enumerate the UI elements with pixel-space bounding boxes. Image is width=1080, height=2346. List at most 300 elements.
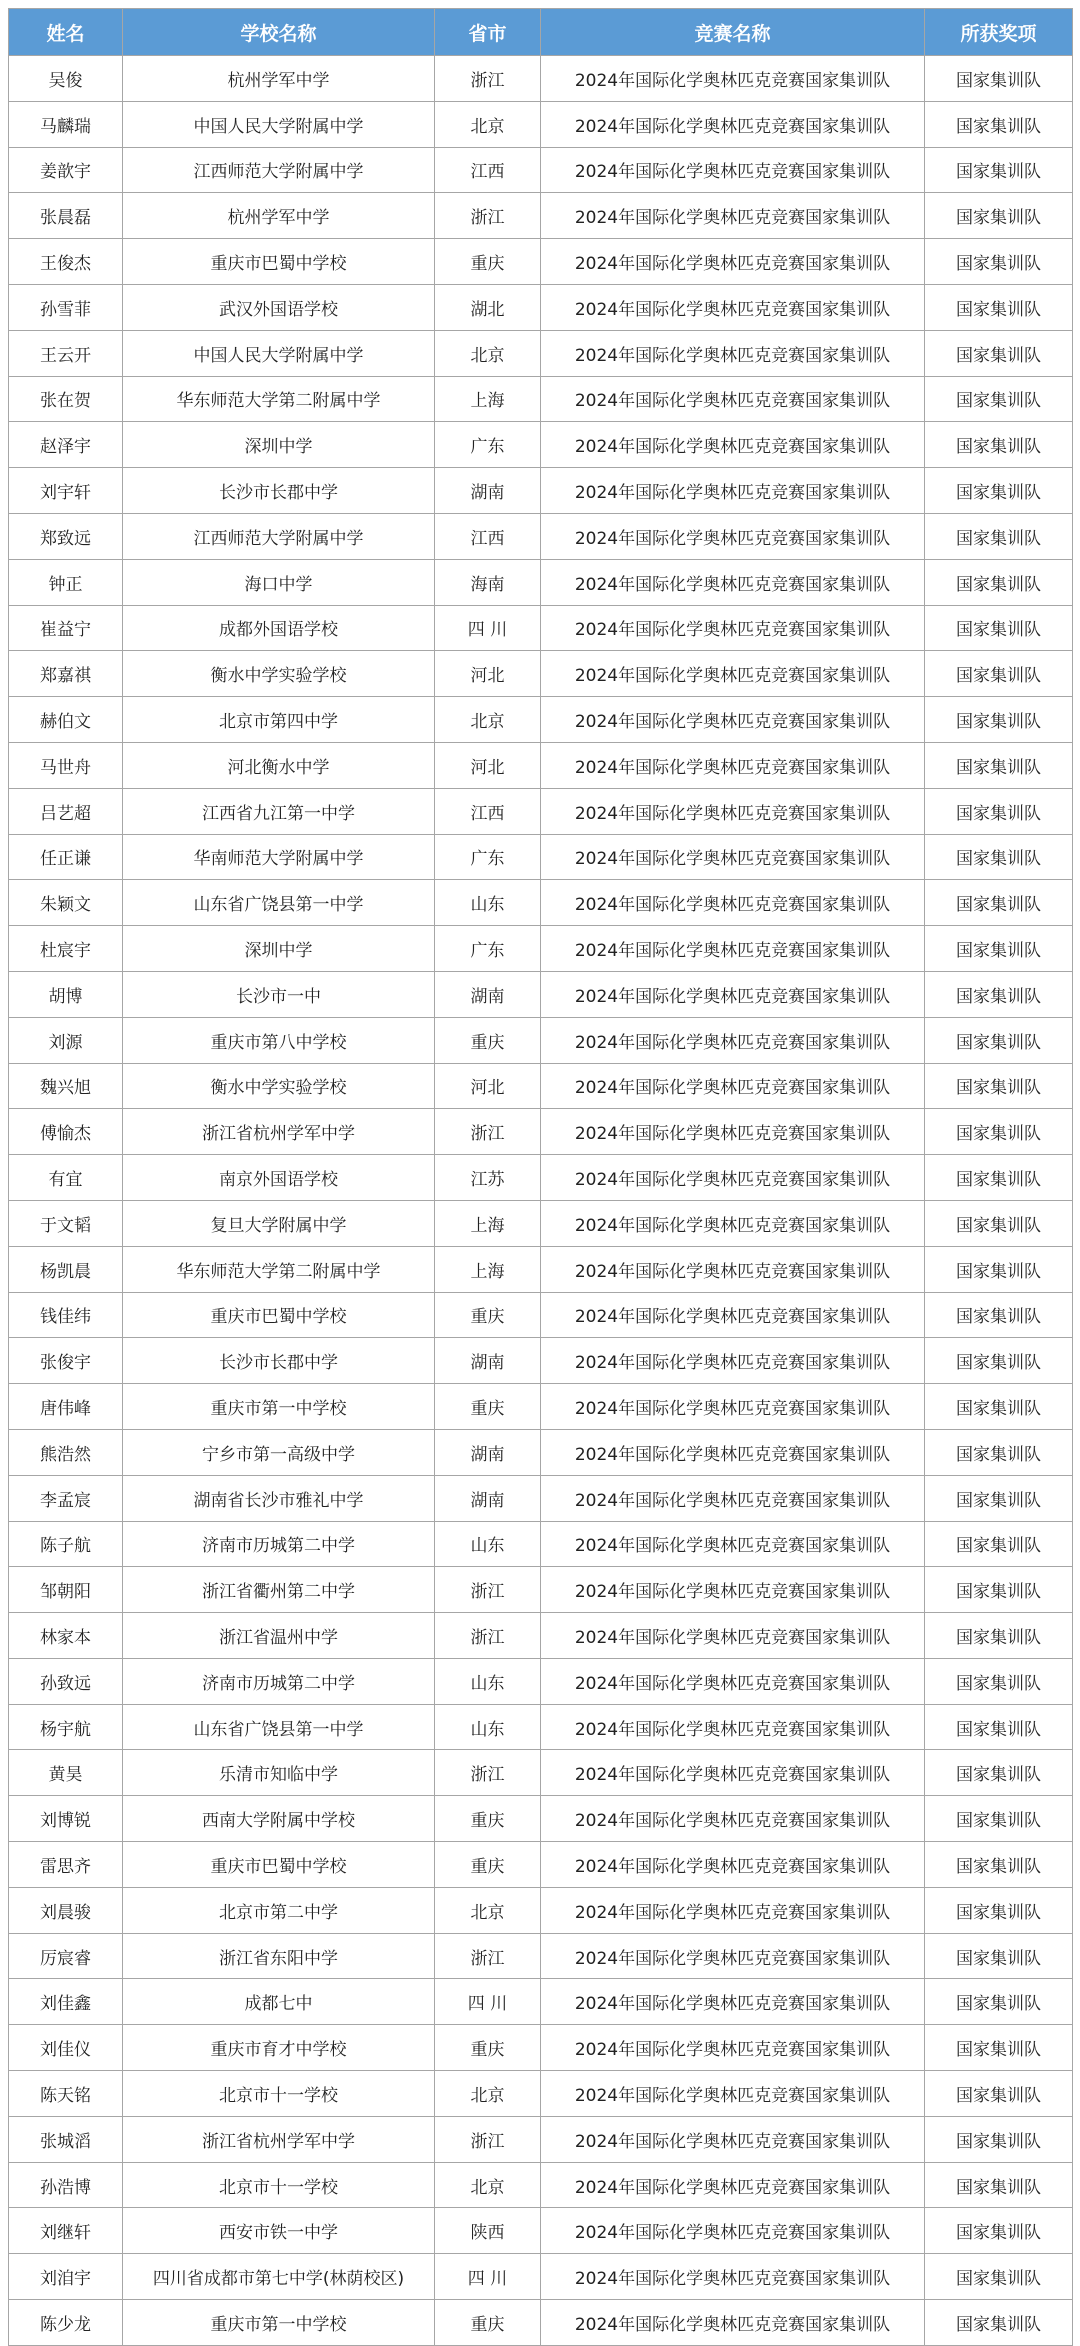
cell-school: 河北衡水中学 xyxy=(123,742,435,788)
cell-competition: 2024年国际化学奥林匹克竞赛国家集训队 xyxy=(541,834,925,880)
table-row xyxy=(9,1109,1073,1155)
cell-award: 国家集训队 xyxy=(925,1246,1073,1292)
cell-competition: 2024年国际化学奥林匹克竞赛国家集训队 xyxy=(541,651,925,697)
cell-award: 国家集训队 xyxy=(925,1979,1073,2025)
roster-sheet xyxy=(8,8,1072,2346)
cell-province: 湖南 xyxy=(435,1429,541,1475)
cell-name: 张晨磊 xyxy=(9,193,123,239)
header-row xyxy=(9,9,1073,56)
cell-award: 国家集训队 xyxy=(925,422,1073,468)
cell-name: 刘洎宇 xyxy=(9,2254,123,2300)
cell-competition: 2024年国际化学奥林匹克竞赛国家集训队 xyxy=(541,147,925,193)
cell-competition: 2024年国际化学奥林匹克竞赛国家集训队 xyxy=(541,880,925,926)
cell-award: 国家集训队 xyxy=(925,1704,1073,1750)
table-row xyxy=(9,651,1073,697)
cell-province: 湖南 xyxy=(435,1338,541,1384)
table-row xyxy=(9,1017,1073,1063)
cell-school: 中国人民大学附属中学 xyxy=(123,101,435,147)
table-row xyxy=(9,1155,1073,1201)
cell-province: 浙江 xyxy=(435,1933,541,1979)
cell-name: 朱颖文 xyxy=(9,880,123,926)
cell-award: 国家集训队 xyxy=(925,376,1073,422)
table-row xyxy=(9,2254,1073,2300)
cell-province: 浙江 xyxy=(435,1750,541,1796)
cell-competition: 2024年国际化学奥林匹克竞赛国家集训队 xyxy=(541,2254,925,2300)
cell-province: 江西 xyxy=(435,513,541,559)
cell-school: 华东师范大学第二附属中学 xyxy=(123,1246,435,1292)
cell-competition: 2024年国际化学奥林匹克竞赛国家集训队 xyxy=(541,788,925,834)
cell-competition: 2024年国际化学奥林匹克竞赛国家集训队 xyxy=(541,284,925,330)
cell-province: 海南 xyxy=(435,559,541,605)
table-row xyxy=(9,834,1073,880)
cell-competition: 2024年国际化学奥林匹克竞赛国家集训队 xyxy=(541,1750,925,1796)
cell-award: 国家集训队 xyxy=(925,1521,1073,1567)
cell-award: 国家集训队 xyxy=(925,697,1073,743)
cell-award: 国家集训队 xyxy=(925,2071,1073,2117)
cell-competition: 2024年国际化学奥林匹克竞赛国家集训队 xyxy=(541,1796,925,1842)
cell-competition: 2024年国际化学奥林匹克竞赛国家集训队 xyxy=(541,1933,925,1979)
cell-school: 江西师范大学附属中学 xyxy=(123,513,435,559)
cell-school: 重庆市第八中学校 xyxy=(123,1017,435,1063)
cell-school: 济南市历城第二中学 xyxy=(123,1521,435,1567)
table-row xyxy=(9,1521,1073,1567)
cell-award: 国家集训队 xyxy=(925,468,1073,514)
table-row xyxy=(9,239,1073,285)
cell-province: 广东 xyxy=(435,926,541,972)
cell-competition: 2024年国际化学奥林匹克竞赛国家集训队 xyxy=(541,2208,925,2254)
cell-name: 陈天铭 xyxy=(9,2071,123,2117)
table-header xyxy=(9,9,1073,56)
cell-competition: 2024年国际化学奥林匹克竞赛国家集训队 xyxy=(541,1521,925,1567)
cell-school: 浙江省杭州学军中学 xyxy=(123,2116,435,2162)
cell-award: 国家集训队 xyxy=(925,1567,1073,1613)
cell-competition: 2024年国际化学奥林匹克竞赛国家集训队 xyxy=(541,1246,925,1292)
cell-award: 国家集训队 xyxy=(925,2208,1073,2254)
cell-award: 国家集训队 xyxy=(925,1613,1073,1659)
cell-competition: 2024年国际化学奥林匹克竞赛国家集训队 xyxy=(541,2071,925,2117)
cell-award: 国家集训队 xyxy=(925,1292,1073,1338)
cell-name: 李孟宸 xyxy=(9,1475,123,1521)
table-row xyxy=(9,56,1073,102)
cell-school: 乐清市知临中学 xyxy=(123,1750,435,1796)
cell-competition: 2024年国际化学奥林匹克竞赛国家集训队 xyxy=(541,1155,925,1201)
table-row xyxy=(9,1704,1073,1750)
table-row xyxy=(9,513,1073,559)
cell-province: 江苏 xyxy=(435,1155,541,1201)
header-award: 所获奖项 xyxy=(925,9,1073,56)
cell-school: 浙江省东阳中学 xyxy=(123,1933,435,1979)
cell-name: 有宜 xyxy=(9,1155,123,1201)
cell-name: 吴俊 xyxy=(9,56,123,102)
cell-school: 复旦大学附属中学 xyxy=(123,1200,435,1246)
cell-school: 浙江省温州中学 xyxy=(123,1613,435,1659)
cell-school: 深圳中学 xyxy=(123,422,435,468)
cell-school: 杭州学军中学 xyxy=(123,193,435,239)
cell-competition: 2024年国际化学奥林匹克竞赛国家集训队 xyxy=(541,239,925,285)
cell-school: 重庆市育才中学校 xyxy=(123,2025,435,2071)
cell-school: 深圳中学 xyxy=(123,926,435,972)
cell-province: 江西 xyxy=(435,788,541,834)
cell-school: 北京市十一学校 xyxy=(123,2162,435,2208)
cell-school: 成都外国语学校 xyxy=(123,605,435,651)
table-row xyxy=(9,1933,1073,1979)
cell-name: 姜歆宇 xyxy=(9,147,123,193)
cell-school: 重庆市巴蜀中学校 xyxy=(123,1292,435,1338)
cell-name: 刘源 xyxy=(9,1017,123,1063)
cell-province: 湖北 xyxy=(435,284,541,330)
cell-school: 武汉外国语学校 xyxy=(123,284,435,330)
cell-name: 傅愉杰 xyxy=(9,1109,123,1155)
cell-name: 张城滔 xyxy=(9,2116,123,2162)
table-row xyxy=(9,1887,1073,1933)
cell-name: 郑嘉祺 xyxy=(9,651,123,697)
cell-name: 刘宇轩 xyxy=(9,468,123,514)
cell-award: 国家集训队 xyxy=(925,651,1073,697)
cell-competition: 2024年国际化学奥林匹克竞赛国家集训队 xyxy=(541,1475,925,1521)
cell-award: 国家集训队 xyxy=(925,1063,1073,1109)
cell-province: 江西 xyxy=(435,147,541,193)
cell-school: 长沙市一中 xyxy=(123,971,435,1017)
table-row xyxy=(9,330,1073,376)
cell-award: 国家集训队 xyxy=(925,1796,1073,1842)
table-row xyxy=(9,559,1073,605)
cell-school: 南京外国语学校 xyxy=(123,1155,435,1201)
cell-competition: 2024年国际化学奥林匹克竞赛国家集训队 xyxy=(541,1567,925,1613)
cell-competition: 2024年国际化学奥林匹克竞赛国家集训队 xyxy=(541,376,925,422)
cell-school: 衡水中学实验学校 xyxy=(123,1063,435,1109)
cell-award: 国家集训队 xyxy=(925,1338,1073,1384)
cell-award: 国家集训队 xyxy=(925,834,1073,880)
cell-province: 四 川 xyxy=(435,1979,541,2025)
cell-province: 北京 xyxy=(435,1887,541,1933)
cell-school: 山东省广饶县第一中学 xyxy=(123,1704,435,1750)
cell-province: 重庆 xyxy=(435,1292,541,1338)
table-row xyxy=(9,1384,1073,1430)
cell-name: 刘晨骏 xyxy=(9,1887,123,1933)
cell-name: 唐伟峰 xyxy=(9,1384,123,1430)
cell-name: 孙雪菲 xyxy=(9,284,123,330)
cell-name: 刘博锐 xyxy=(9,1796,123,1842)
cell-province: 河北 xyxy=(435,742,541,788)
table-row xyxy=(9,1200,1073,1246)
cell-province: 浙江 xyxy=(435,1613,541,1659)
cell-school: 重庆市第一中学校 xyxy=(123,2300,435,2346)
cell-competition: 2024年国际化学奥林匹克竞赛国家集训队 xyxy=(541,1338,925,1384)
cell-competition: 2024年国际化学奥林匹克竞赛国家集训队 xyxy=(541,422,925,468)
cell-name: 魏兴旭 xyxy=(9,1063,123,1109)
cell-award: 国家集训队 xyxy=(925,147,1073,193)
cell-province: 广东 xyxy=(435,834,541,880)
cell-award: 国家集训队 xyxy=(925,1017,1073,1063)
cell-name: 马麟瑞 xyxy=(9,101,123,147)
cell-competition: 2024年国际化学奥林匹克竞赛国家集训队 xyxy=(541,1887,925,1933)
roster-table xyxy=(8,8,1073,2346)
cell-name: 钟正 xyxy=(9,559,123,605)
cell-province: 重庆 xyxy=(435,1017,541,1063)
cell-province: 山东 xyxy=(435,880,541,926)
cell-school: 长沙市长郡中学 xyxy=(123,1338,435,1384)
cell-school: 华南师范大学附属中学 xyxy=(123,834,435,880)
cell-competition: 2024年国际化学奥林匹克竞赛国家集训队 xyxy=(541,1292,925,1338)
cell-award: 国家集训队 xyxy=(925,742,1073,788)
cell-award: 国家集训队 xyxy=(925,559,1073,605)
table-row xyxy=(9,147,1073,193)
cell-award: 国家集训队 xyxy=(925,56,1073,102)
cell-province: 重庆 xyxy=(435,1842,541,1888)
cell-province: 北京 xyxy=(435,101,541,147)
cell-award: 国家集训队 xyxy=(925,605,1073,651)
cell-competition: 2024年国际化学奥林匹克竞赛国家集训队 xyxy=(541,697,925,743)
cell-competition: 2024年国际化学奥林匹克竞赛国家集训队 xyxy=(541,513,925,559)
cell-name: 马世舟 xyxy=(9,742,123,788)
table-row xyxy=(9,1475,1073,1521)
cell-province: 北京 xyxy=(435,697,541,743)
table-row xyxy=(9,468,1073,514)
table-row xyxy=(9,1338,1073,1384)
table-row xyxy=(9,605,1073,651)
cell-province: 浙江 xyxy=(435,1567,541,1613)
table-row xyxy=(9,1292,1073,1338)
cell-province: 山东 xyxy=(435,1658,541,1704)
cell-province: 北京 xyxy=(435,2071,541,2117)
cell-award: 国家集训队 xyxy=(925,1429,1073,1475)
cell-school: 江西师范大学附属中学 xyxy=(123,147,435,193)
cell-award: 国家集训队 xyxy=(925,239,1073,285)
cell-name: 钱佳纬 xyxy=(9,1292,123,1338)
cell-name: 杨凯晨 xyxy=(9,1246,123,1292)
cell-competition: 2024年国际化学奥林匹克竞赛国家集训队 xyxy=(541,1017,925,1063)
cell-award: 国家集训队 xyxy=(925,880,1073,926)
cell-province: 浙江 xyxy=(435,2116,541,2162)
cell-name: 黄昊 xyxy=(9,1750,123,1796)
cell-competition: 2024年国际化学奥林匹克竞赛国家集训队 xyxy=(541,1613,925,1659)
header-province: 省市 xyxy=(435,9,541,56)
cell-province: 湖南 xyxy=(435,1475,541,1521)
cell-name: 刘继轩 xyxy=(9,2208,123,2254)
cell-award: 国家集训队 xyxy=(925,330,1073,376)
cell-name: 任正谦 xyxy=(9,834,123,880)
cell-name: 林家本 xyxy=(9,1613,123,1659)
cell-school: 北京市第四中学 xyxy=(123,697,435,743)
cell-competition: 2024年国际化学奥林匹克竞赛国家集训队 xyxy=(541,1109,925,1155)
cell-name: 陈子航 xyxy=(9,1521,123,1567)
header-competition: 竞赛名称 xyxy=(541,9,925,56)
cell-competition: 2024年国际化学奥林匹克竞赛国家集训队 xyxy=(541,971,925,1017)
cell-name: 杜宸宇 xyxy=(9,926,123,972)
table-row xyxy=(9,1613,1073,1659)
cell-school: 浙江省衢州第二中学 xyxy=(123,1567,435,1613)
cell-award: 国家集训队 xyxy=(925,1200,1073,1246)
cell-competition: 2024年国际化学奥林匹克竞赛国家集训队 xyxy=(541,101,925,147)
cell-school: 重庆市巴蜀中学校 xyxy=(123,1842,435,1888)
cell-name: 雷思齐 xyxy=(9,1842,123,1888)
table-row xyxy=(9,376,1073,422)
cell-province: 广东 xyxy=(435,422,541,468)
cell-province: 浙江 xyxy=(435,1109,541,1155)
cell-name: 王云开 xyxy=(9,330,123,376)
table-row xyxy=(9,422,1073,468)
cell-award: 国家集训队 xyxy=(925,1384,1073,1430)
cell-competition: 2024年国际化学奥林匹克竞赛国家集训队 xyxy=(541,2116,925,2162)
cell-school: 浙江省杭州学军中学 xyxy=(123,1109,435,1155)
cell-school: 山东省广饶县第一中学 xyxy=(123,880,435,926)
cell-province: 湖南 xyxy=(435,468,541,514)
cell-competition: 2024年国际化学奥林匹克竞赛国家集训队 xyxy=(541,1704,925,1750)
table-row xyxy=(9,1063,1073,1109)
table-row xyxy=(9,926,1073,972)
cell-award: 国家集训队 xyxy=(925,101,1073,147)
table-row xyxy=(9,1567,1073,1613)
cell-award: 国家集训队 xyxy=(925,193,1073,239)
cell-province: 河北 xyxy=(435,651,541,697)
cell-province: 四 川 xyxy=(435,2254,541,2300)
cell-award: 国家集训队 xyxy=(925,1842,1073,1888)
cell-name: 张在贺 xyxy=(9,376,123,422)
cell-award: 国家集训队 xyxy=(925,1887,1073,1933)
cell-name: 赫伯文 xyxy=(9,697,123,743)
cell-school: 海口中学 xyxy=(123,559,435,605)
cell-competition: 2024年国际化学奥林匹克竞赛国家集训队 xyxy=(541,1200,925,1246)
cell-school: 宁乡市第一高级中学 xyxy=(123,1429,435,1475)
table-row xyxy=(9,880,1073,926)
cell-award: 国家集训队 xyxy=(925,2025,1073,2071)
cell-school: 江西省九江第一中学 xyxy=(123,788,435,834)
cell-competition: 2024年国际化学奥林匹克竞赛国家集训队 xyxy=(541,1658,925,1704)
cell-award: 国家集训队 xyxy=(925,1750,1073,1796)
cell-award: 国家集训队 xyxy=(925,788,1073,834)
cell-competition: 2024年国际化学奥林匹克竞赛国家集训队 xyxy=(541,2162,925,2208)
table-row xyxy=(9,101,1073,147)
cell-province: 河北 xyxy=(435,1063,541,1109)
table-body xyxy=(9,56,1073,2346)
cell-award: 国家集训队 xyxy=(925,1475,1073,1521)
cell-province: 北京 xyxy=(435,330,541,376)
cell-competition: 2024年国际化学奥林匹克竞赛国家集训队 xyxy=(541,56,925,102)
table-row xyxy=(9,2162,1073,2208)
cell-province: 山东 xyxy=(435,1521,541,1567)
cell-award: 国家集训队 xyxy=(925,284,1073,330)
cell-name: 郑致远 xyxy=(9,513,123,559)
cell-award: 国家集训队 xyxy=(925,1155,1073,1201)
cell-name: 厉宸睿 xyxy=(9,1933,123,1979)
cell-name: 赵泽宇 xyxy=(9,422,123,468)
cell-province: 重庆 xyxy=(435,239,541,285)
cell-province: 上海 xyxy=(435,1246,541,1292)
cell-name: 吕艺超 xyxy=(9,788,123,834)
table-row xyxy=(9,2071,1073,2117)
cell-award: 国家集训队 xyxy=(925,2162,1073,2208)
cell-school: 西南大学附属中学校 xyxy=(123,1796,435,1842)
cell-school: 四川省成都市第七中学(林荫校区) xyxy=(123,2254,435,2300)
cell-province: 四 川 xyxy=(435,605,541,651)
table-row xyxy=(9,1979,1073,2025)
cell-province: 浙江 xyxy=(435,56,541,102)
cell-competition: 2024年国际化学奥林匹克竞赛国家集训队 xyxy=(541,1842,925,1888)
cell-award: 国家集训队 xyxy=(925,926,1073,972)
cell-award: 国家集训队 xyxy=(925,2116,1073,2162)
cell-province: 重庆 xyxy=(435,2300,541,2346)
table-row xyxy=(9,2300,1073,2346)
cell-province: 重庆 xyxy=(435,1796,541,1842)
cell-province: 重庆 xyxy=(435,2025,541,2071)
cell-competition: 2024年国际化学奥林匹克竞赛国家集训队 xyxy=(541,1063,925,1109)
cell-province: 陕西 xyxy=(435,2208,541,2254)
table-row xyxy=(9,2116,1073,2162)
cell-award: 国家集训队 xyxy=(925,1109,1073,1155)
cell-name: 王俊杰 xyxy=(9,239,123,285)
cell-name: 孙致远 xyxy=(9,1658,123,1704)
cell-school: 衡水中学实验学校 xyxy=(123,651,435,697)
table-row xyxy=(9,971,1073,1017)
cell-award: 国家集训队 xyxy=(925,1658,1073,1704)
cell-competition: 2024年国际化学奥林匹克竞赛国家集训队 xyxy=(541,2300,925,2346)
cell-award: 国家集训队 xyxy=(925,2254,1073,2300)
cell-school: 中国人民大学附属中学 xyxy=(123,330,435,376)
table-row xyxy=(9,1658,1073,1704)
cell-name: 于文韬 xyxy=(9,1200,123,1246)
cell-province: 重庆 xyxy=(435,1384,541,1430)
table-row xyxy=(9,788,1073,834)
table-row xyxy=(9,1842,1073,1888)
cell-award: 国家集训队 xyxy=(925,971,1073,1017)
table-row xyxy=(9,1750,1073,1796)
cell-school: 重庆市巴蜀中学校 xyxy=(123,239,435,285)
table-row xyxy=(9,193,1073,239)
cell-competition: 2024年国际化学奥林匹克竞赛国家集训队 xyxy=(541,605,925,651)
cell-school: 华东师范大学第二附属中学 xyxy=(123,376,435,422)
header-name: 姓名 xyxy=(9,9,123,56)
cell-province: 上海 xyxy=(435,376,541,422)
cell-award: 国家集训队 xyxy=(925,2300,1073,2346)
header-school: 学校名称 xyxy=(123,9,435,56)
table-row xyxy=(9,284,1073,330)
cell-competition: 2024年国际化学奥林匹克竞赛国家集训队 xyxy=(541,193,925,239)
cell-province: 北京 xyxy=(435,2162,541,2208)
cell-competition: 2024年国际化学奥林匹克竞赛国家集训队 xyxy=(541,1979,925,2025)
cell-province: 山东 xyxy=(435,1704,541,1750)
cell-school: 成都七中 xyxy=(123,1979,435,2025)
cell-competition: 2024年国际化学奥林匹克竞赛国家集训队 xyxy=(541,468,925,514)
cell-award: 国家集训队 xyxy=(925,513,1073,559)
cell-name: 崔益宁 xyxy=(9,605,123,651)
cell-competition: 2024年国际化学奥林匹克竞赛国家集训队 xyxy=(541,926,925,972)
table-row xyxy=(9,1796,1073,1842)
cell-school: 北京市第二中学 xyxy=(123,1887,435,1933)
cell-competition: 2024年国际化学奥林匹克竞赛国家集训队 xyxy=(541,559,925,605)
cell-province: 浙江 xyxy=(435,193,541,239)
cell-competition: 2024年国际化学奥林匹克竞赛国家集训队 xyxy=(541,1384,925,1430)
cell-school: 重庆市第一中学校 xyxy=(123,1384,435,1430)
cell-competition: 2024年国际化学奥林匹克竞赛国家集训队 xyxy=(541,1429,925,1475)
cell-name: 刘佳鑫 xyxy=(9,1979,123,2025)
cell-name: 熊浩然 xyxy=(9,1429,123,1475)
table-row xyxy=(9,1429,1073,1475)
table-row xyxy=(9,742,1073,788)
table-row xyxy=(9,2025,1073,2071)
cell-school: 长沙市长郡中学 xyxy=(123,468,435,514)
cell-province: 湖南 xyxy=(435,971,541,1017)
cell-competition: 2024年国际化学奥林匹克竞赛国家集训队 xyxy=(541,742,925,788)
cell-name: 胡博 xyxy=(9,971,123,1017)
cell-school: 杭州学军中学 xyxy=(123,56,435,102)
cell-competition: 2024年国际化学奥林匹克竞赛国家集训队 xyxy=(541,2025,925,2071)
cell-school: 济南市历城第二中学 xyxy=(123,1658,435,1704)
cell-school: 北京市十一学校 xyxy=(123,2071,435,2117)
table-row xyxy=(9,2208,1073,2254)
cell-name: 张俊宇 xyxy=(9,1338,123,1384)
cell-name: 刘佳仪 xyxy=(9,2025,123,2071)
cell-competition: 2024年国际化学奥林匹克竞赛国家集训队 xyxy=(541,330,925,376)
